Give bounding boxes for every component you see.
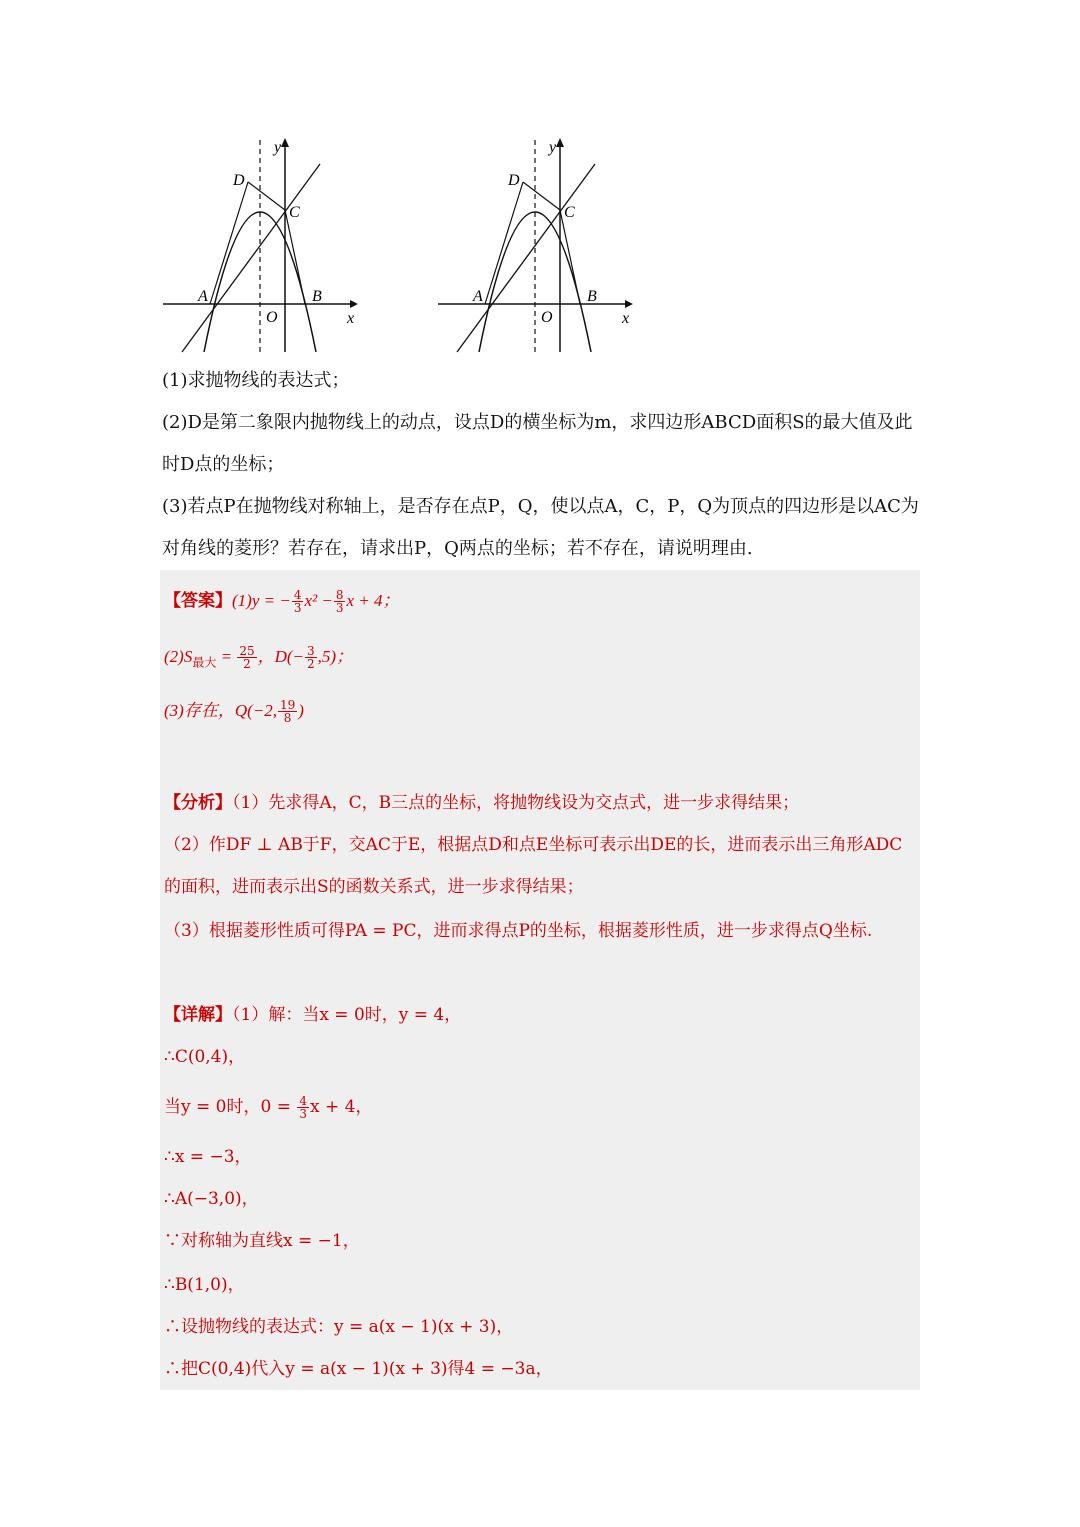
label-o: O [541,309,553,326]
label-x: x [622,310,630,327]
detail-tag: 【详解】 [164,1005,232,1025]
detail-line-8: ∴设抛物线的表达式：y = a(x − 1)(x + 3)， [164,1317,514,1337]
answer-line-2: $(2)S_{最大}$ = $\frac{25}{2}$ ，D(− $\frac{3}{2}$ ,5)； [164,644,354,671]
fraction: $\frac{25}{2}$ [239,644,255,671]
solution-panel [160,570,920,1390]
label-c: C [289,204,300,221]
label-x: x [347,310,355,327]
analysis-tag: 【分析】 [164,793,232,813]
label-c: C [564,204,575,221]
label-d: D [233,172,245,189]
label-b: B [312,288,322,305]
y-axis-arrow-icon [556,138,564,147]
figure-right [435,132,640,361]
segment-cb [560,210,580,304]
parabola-graph-left [160,132,365,357]
label-y: y [274,139,282,156]
segment-dc [523,182,560,210]
fraction: $\frac{3}{2}$ [307,644,315,671]
detail-line-2: ∴C(0,4)， [164,1047,246,1067]
detail-line-6: ∵对称轴为直线x = −1， [164,1231,360,1251]
label-a: A [198,288,208,305]
analysis-line-2: （2）作DF ⊥ AB于F，交AC于E，根据点D和点E坐标可表示出DE的长，进而表示出三角形ADC的面积，进而表示出S的函数关系式，进一步求得结果； [164,835,903,897]
x-axis-arrow-icon [625,300,633,308]
answer-tag: 【答案】 [164,591,232,611]
x-axis-arrow-icon [350,300,358,308]
label-y: y [549,139,557,156]
label-a: A [473,288,483,305]
detail-line-3: 当y = 0时，0 = $\frac{4}{3}$ x + 4， [164,1094,373,1121]
detail-line-7: ∴B(1,0)， [164,1275,245,1295]
answer-line-1: 【答案】(1)y = − $\frac{4}{3}$ x² − $\frac{8}{3}$ x + 4； [164,588,400,615]
fraction: $\frac{8}{3}$ [335,588,344,615]
analysis-line-1: 【分析】（1）先求得A，C，B三点的坐标，将抛物线设为交点式，进一步求得结果； [164,793,800,813]
label-d: D [508,172,520,189]
segment-ad [210,182,248,304]
y-axis-arrow-icon [281,138,289,147]
analysis-line-3: （3）根据菱形性质可得PA = PC，进而求得点P的坐标，根据菱形性质，进一步求得点Q坐标. [164,921,873,941]
line-ac [182,164,320,352]
question-part-3: (3)若点P在抛物线对称轴上，是否存在点P，Q，使以点A，C，P，Q为顶点的四边形是以AC为对角线的菱形？若存在，请求出P，Q两点的坐标；若不存在，请说明理由. [162,496,919,559]
detail-line-4: ∴x = −3， [164,1147,252,1167]
segment-ad [485,182,523,304]
detail-line-1: 【详解】（1）解：当x = 0时，y = 4， [164,1005,462,1025]
label-o: O [266,309,278,326]
line-ac [457,164,595,352]
fraction: $\frac{4}{3}$ [299,1094,307,1121]
answer-line-3: (3)存在，Q(−2, $\frac{19}{8}$ ) [164,698,304,725]
parabola-graph-right [435,132,640,357]
question-part-2: (2)D是第二象限内抛物线上的动点，设点D的横坐标为m，求四边形ABCD面积S的最大值及此时D点的坐标； [162,412,913,475]
fraction: $\frac{4}{3}$ [293,588,302,615]
detail-line-9: ∴把C(0,4)代入y = a(x − 1)(x + 3)得4 = −3a， [164,1359,553,1379]
figure-left [160,132,365,361]
question-block [162,360,922,570]
fraction: $\frac{19}{8}$ [279,698,296,725]
segment-dc [248,182,285,210]
label-b: B [587,288,597,305]
question-part-1: (1)求抛物线的表达式； [162,370,350,391]
segment-cb [285,210,305,304]
detail-line-5: ∴A(−3,0)， [164,1189,259,1209]
